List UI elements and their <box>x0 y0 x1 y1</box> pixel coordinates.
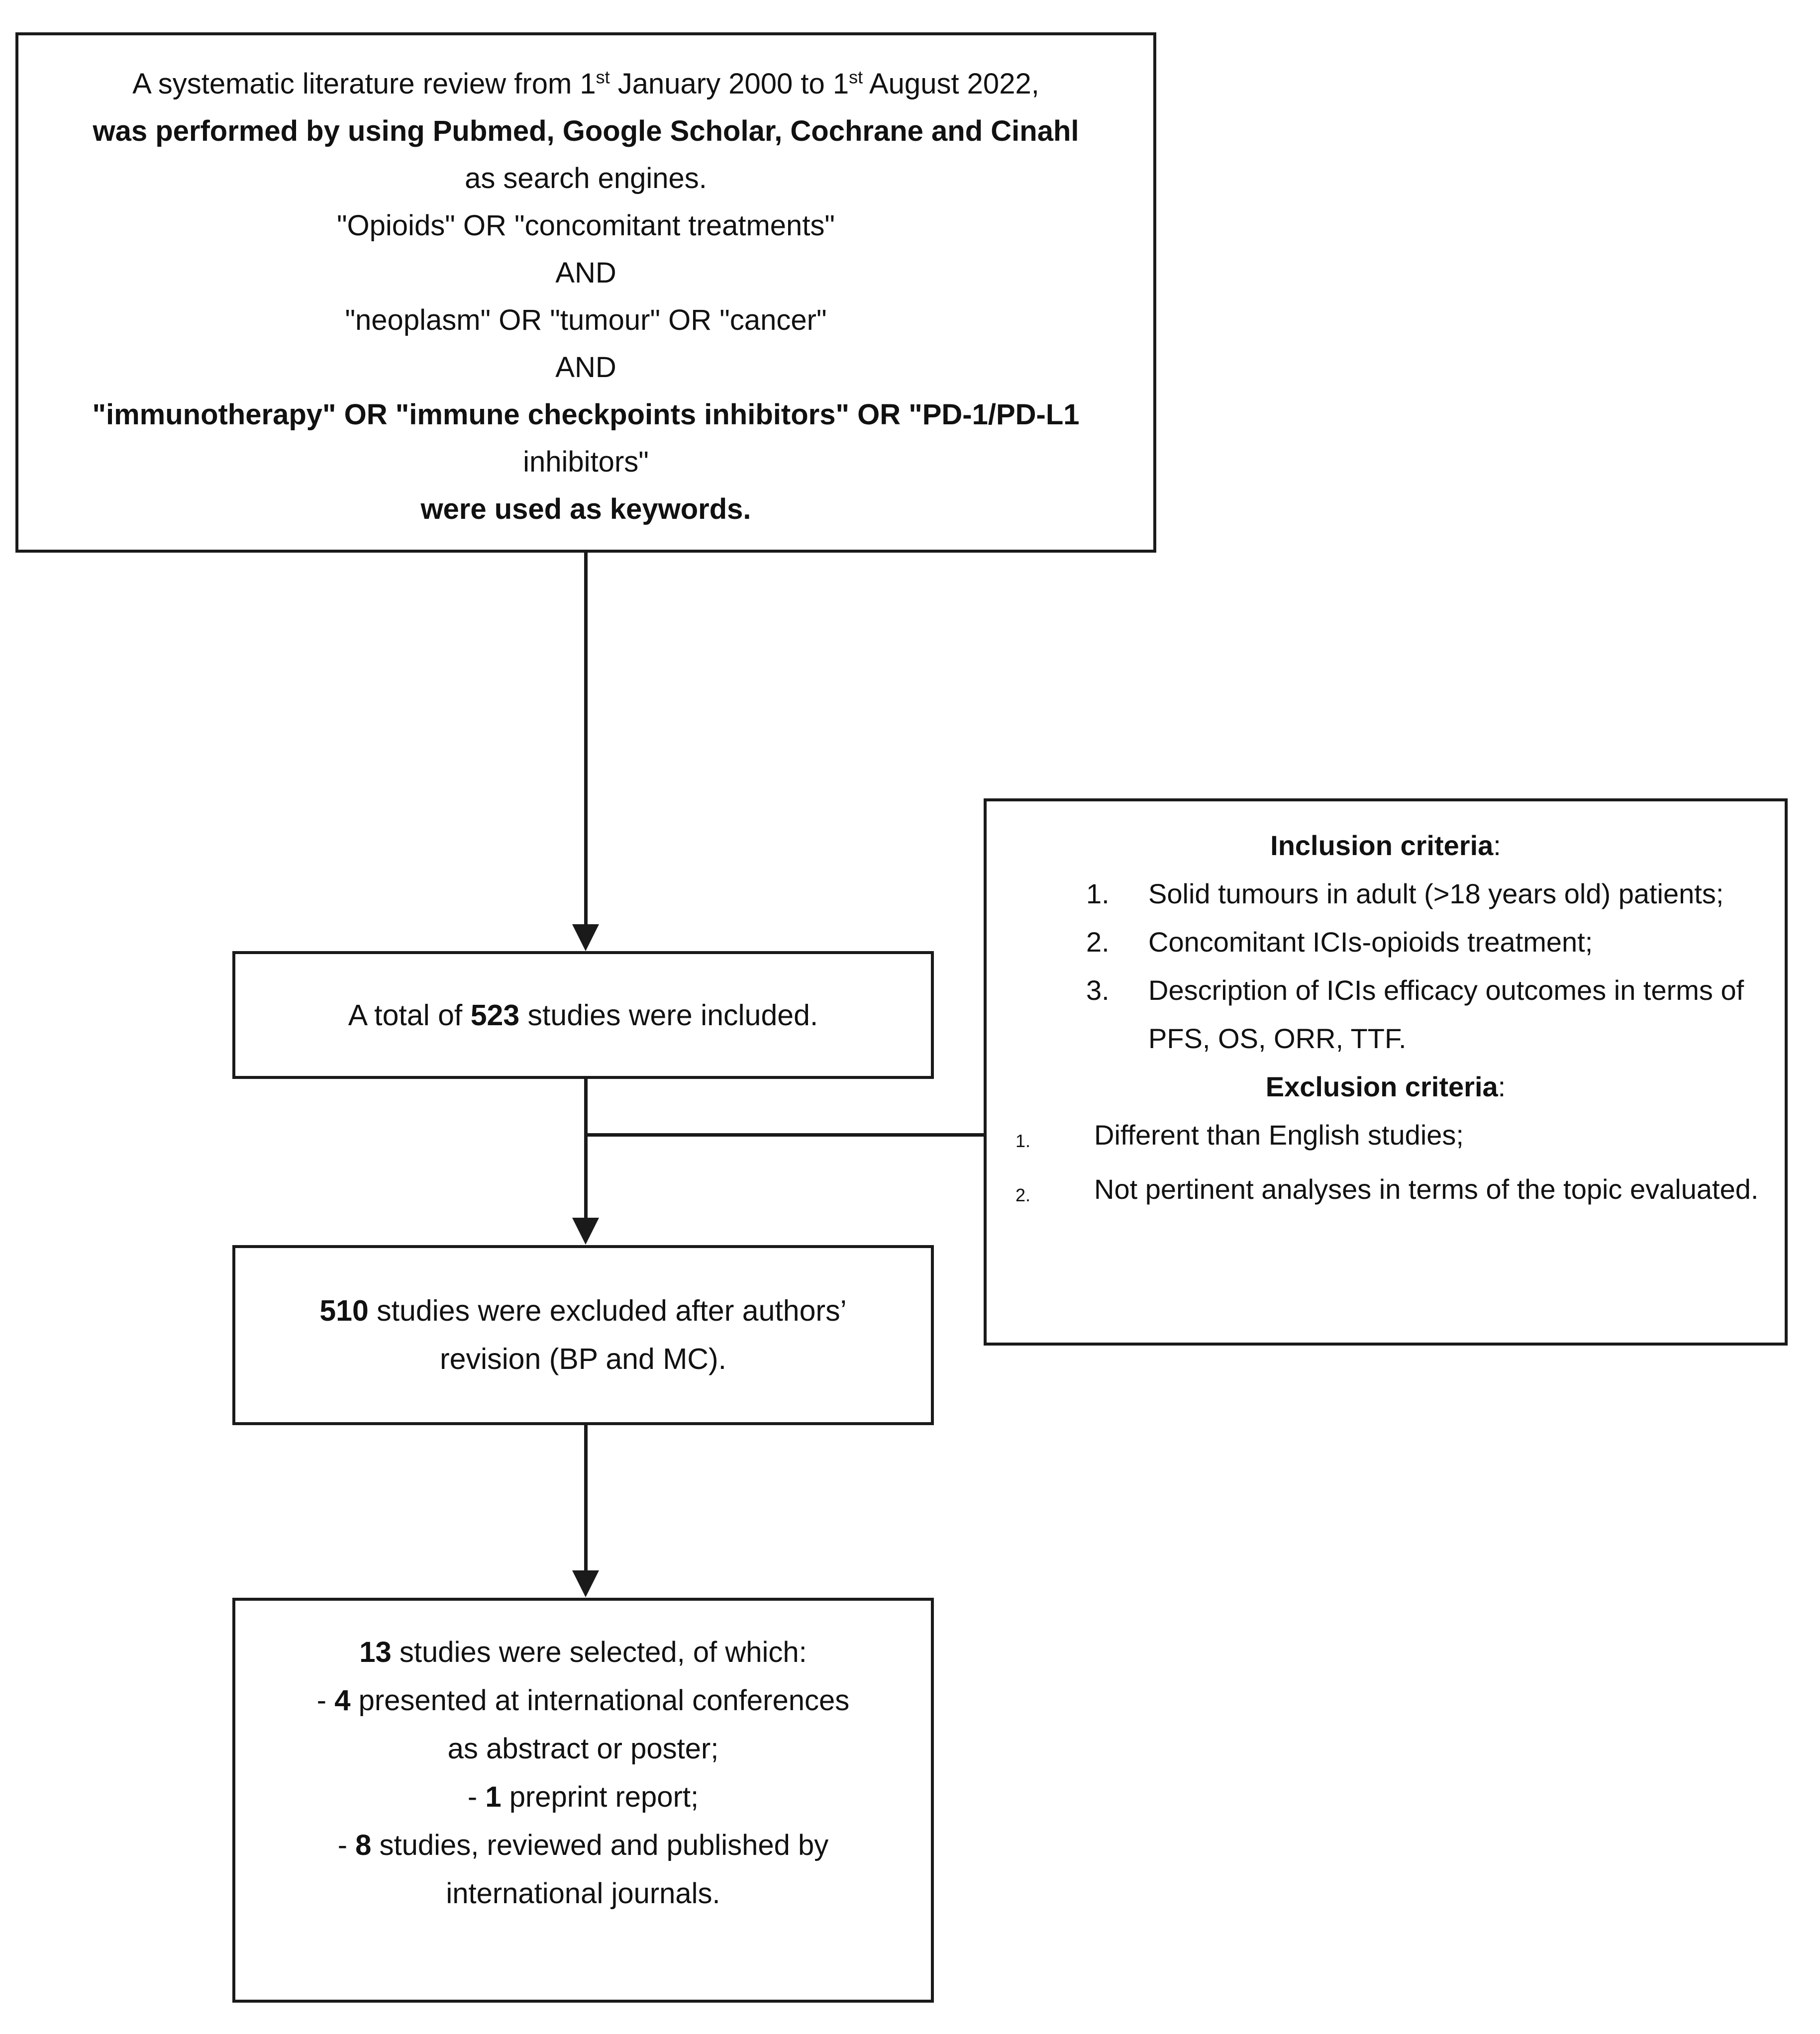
top-box-line-6: "neoplasm" OR "tumour" OR "cancer" <box>345 304 827 336</box>
exclusion-item <box>987 1111 1785 1165</box>
text-segment: Exclusion criteria <box>1265 1071 1498 1102</box>
list-number: 1. <box>1015 1131 1031 1151</box>
list-number: 3. <box>1086 974 1110 1006</box>
text-segment: - <box>467 1781 486 1813</box>
connector-line-to-criteria-box <box>586 1133 984 1137</box>
text-segment: : <box>1493 830 1501 861</box>
conference-count: 4 <box>334 1684 351 1717</box>
top-box-line-4: "Opioids" OR "concomitant treatments" <box>336 209 835 242</box>
inclusion-item <box>987 918 1785 966</box>
arrowhead-icon <box>572 1570 599 1597</box>
exclusion-criteria-title <box>987 1063 1785 1111</box>
top-box-line-5: AND <box>555 257 616 289</box>
inclusion-item-text: Description of ICIs efficacy outcomes in terms of PFS, OS, ORR, TTF. <box>1148 974 1744 1054</box>
text-segment: - <box>337 1829 356 1861</box>
list-number: 2. <box>1015 1185 1031 1205</box>
exclusion-item-text: Different than English studies; <box>1094 1119 1464 1151</box>
published-count: 8 <box>355 1829 372 1861</box>
selected-box-line-5 <box>235 1821 931 1869</box>
top-box-line-7: AND <box>555 351 616 384</box>
arrowhead-icon <box>572 1218 599 1245</box>
inclusion-item <box>987 966 1785 1063</box>
top-box-line-2: was performed by using Pubmed, Google Scholar, Cochrane and Cinahl <box>93 115 1079 147</box>
top-box-line-1 <box>18 60 1153 107</box>
selected-box-line-3: as abstract or poster; <box>447 1733 719 1765</box>
inclusion-item-text: Concomitant ICIs-opioids treatment; <box>1148 926 1593 958</box>
arrow-line-top-to-included <box>584 553 588 927</box>
text-segment: presented at international conferences <box>350 1684 850 1717</box>
included-studies-box <box>232 951 934 1079</box>
selected-box-line-4 <box>235 1773 931 1821</box>
top-box-line-8: "immunotherapy" OR "immune checkpoints inhibitors" OR "PD-1/PD-L1 <box>92 398 1080 431</box>
top-box-line-9: inhibitors" <box>523 446 649 478</box>
selected-count: 13 <box>359 1636 392 1668</box>
preprint-count: 1 <box>485 1781 502 1813</box>
text-segment: studies were excluded after authors’ <box>368 1294 847 1327</box>
search-strategy-box <box>15 32 1156 553</box>
included-box-text <box>348 998 818 1032</box>
excluded-box-line-2: revision (BP and MC). <box>440 1343 726 1375</box>
exclusion-item-text: Not pertinent analyses in terms of the topic evaluated. <box>1094 1173 1759 1205</box>
selected-box-line-2 <box>235 1676 931 1725</box>
excluded-studies-box <box>232 1245 934 1425</box>
text-segment: studies were selected, of which: <box>391 1636 807 1668</box>
inclusion-item-text: Solid tumours in adult (>18 years old) patients; <box>1148 878 1724 909</box>
top-box-line-10: were used as keywords. <box>420 493 751 525</box>
top-box-line-3: as search engines. <box>465 162 707 194</box>
text-segment: studies were included. <box>519 998 818 1032</box>
selected-box-line-1 <box>235 1628 931 1676</box>
text-segment: studies, reviewed and published by <box>371 1829 829 1861</box>
text-segment: August 2022, <box>863 68 1039 100</box>
list-number: 1. <box>1086 878 1110 909</box>
selected-studies-box <box>232 1598 934 2003</box>
selected-box-line-6: international journals. <box>446 1877 720 1910</box>
criteria-box <box>984 798 1788 1346</box>
text-segment: A systematic literature review from 1 <box>132 68 596 100</box>
list-number: 2. <box>1086 926 1110 958</box>
inclusion-item <box>987 870 1785 918</box>
text-segment: - <box>316 1684 335 1717</box>
exclusion-item <box>987 1165 1785 1219</box>
inclusion-criteria-title <box>987 821 1785 870</box>
superscript-st: st <box>596 67 610 88</box>
text-segment: preprint report; <box>501 1781 699 1813</box>
excluded-box-line-1 <box>235 1287 931 1335</box>
text-segment: : <box>1498 1071 1506 1102</box>
arrow-line-excluded-to-selected <box>584 1425 588 1571</box>
text-segment: A total of <box>348 998 471 1032</box>
text-segment: Inclusion criteria <box>1270 830 1494 861</box>
arrowhead-icon <box>572 924 599 951</box>
arrow-line-included-to-excluded <box>584 1079 588 1219</box>
excluded-count: 510 <box>319 1294 369 1327</box>
text-segment: January 2000 to 1 <box>609 68 849 100</box>
included-count: 523 <box>470 998 520 1032</box>
superscript-st: st <box>849 67 863 88</box>
